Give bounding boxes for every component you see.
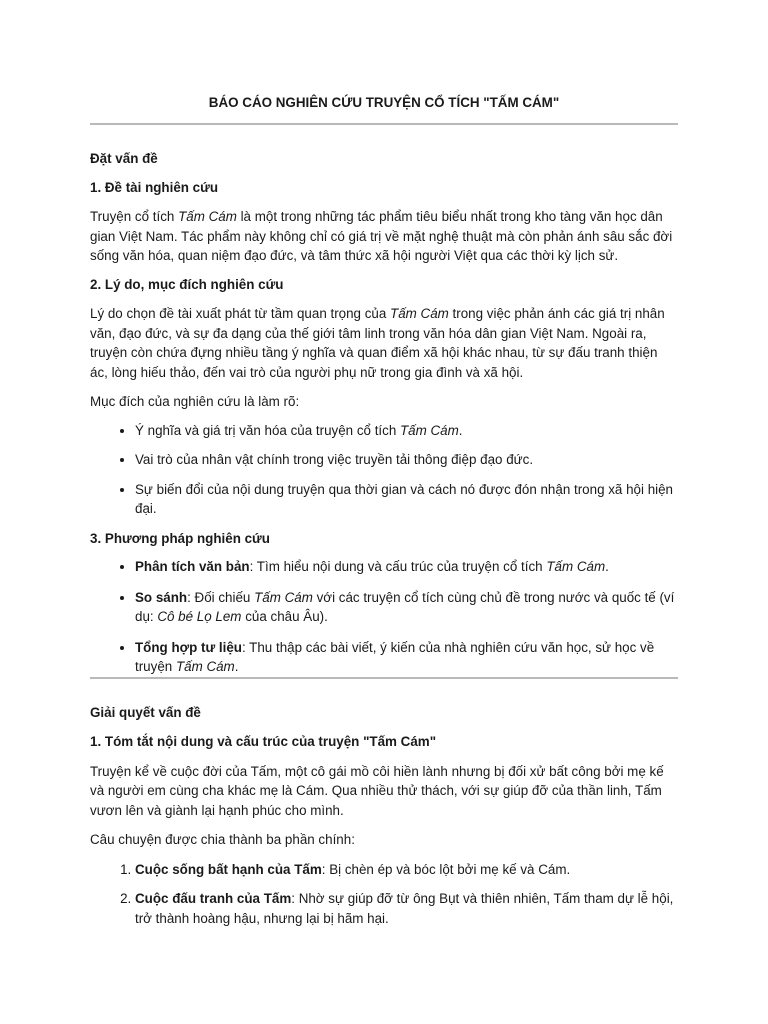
- list-item: [135, 860, 678, 880]
- list-item: [135, 480, 678, 519]
- text-run: Vai trò của nhân vật chính trong việc truyền tải thông điệp đạo đức.: [135, 452, 534, 467]
- text-run: Truyện cổ tích: [90, 209, 179, 224]
- divider-top: [90, 123, 678, 125]
- text-run: là một trong những tác phẩm tiêu biểu nhất trong kho tàng văn học dân gian Việt Nam. Tác phẩm này không chỉ có giá trị về mặt nghệ thuật mà còn phản ánh sâu sắc đời sống văn hóa, quan niệm đạo đức, và tâm thức xã hội người Việt qua các thời kỳ lịch sử.: [90, 209, 673, 263]
- text-run: : Bị chèn ép và bóc lột bởi mẹ kế và Cám.: [321, 861, 571, 877]
- bold-term: Phân tích văn bản: [135, 559, 250, 574]
- subheading-reason-purpose: 2. Lý do, mục đích nghiên cứu: [90, 276, 284, 292]
- text-run: Ý nghĩa và giá trị văn hóa của truyện cổ tích: [135, 422, 400, 438]
- text-run: của châu Âu).: [241, 609, 328, 624]
- divider-middle: [90, 677, 678, 679]
- italic-title: Tấm Cám: [546, 559, 606, 574]
- bold-term: Tổng hợp tư liệu: [135, 639, 242, 655]
- methods-list: [90, 557, 678, 677]
- text-run: trong việc phản ánh các giá trị nhân văn, đạo đức, và sự đa dạng của thế giới tâm linh trong văn hóa dân gian Việt Nam. Ngoài ra, truyện còn chứa đựng nhiều tầng ý nghĩa và quan điểm xã hội khác nhau, từ sự đấu tranh thiện ác, lòng hiếu thảo, đến vai trò của người phụ nữ trong gia đình và xã hội.: [90, 306, 665, 380]
- italic-title: Cô bé Lọ Lem: [157, 609, 242, 624]
- text-run: với các truyện cổ tích cùng chủ đề trong nước và quốc tế (ví dụ:: [135, 589, 675, 624]
- purpose-list: [90, 421, 678, 519]
- paragraph-purpose-intro: Mục đích của nghiên cứu là làm rõ:: [90, 394, 300, 409]
- text-run: : Thu thập các bài viết, ý kiến của nhà nghiên cứu văn học, sử học về truyện: [135, 639, 655, 674]
- paragraph-reason: [90, 304, 678, 382]
- document-title: BÁO CÁO NGHIÊN CỨU TRUYỆN CỔ TÍCH "TẤM CÁM": [208, 95, 560, 110]
- section-heading-solution: Giải quyết vấn đề: [90, 704, 201, 720]
- list-item: [135, 588, 678, 627]
- list-item: [135, 421, 678, 441]
- text-run: Lý do chọn đề tài xuất phát từ tầm quan trọng của: [90, 306, 391, 321]
- text-run: Sự biến đổi của nội dung truyện qua thời gian và cách nó được đón nhận trong xã hội hiện đại.: [135, 481, 674, 516]
- list-item: [135, 638, 678, 677]
- list-item: [135, 889, 678, 928]
- bold-term: Cuộc sống bất hạnh của Tấm: [135, 861, 322, 877]
- text-run: : Nhờ sự giúp đỡ từ ông Bụt và thiên nhiên, Tấm tham dự lễ hội, trở thành hoàng hậu, nhưng lại bị hãm hại.: [135, 891, 674, 926]
- subheading-summary: 1. Tóm tắt nội dung và cấu trúc của truyện "Tấm Cám": [90, 734, 437, 749]
- text-run: .: [605, 559, 609, 574]
- paragraph-research-topic: [90, 207, 678, 266]
- section-heading-problem: Đặt vấn đề: [90, 151, 158, 166]
- paragraph-structure-intro: Câu chuyện được chia thành ba phần chính:: [90, 832, 355, 847]
- text-run: : Đối chiếu: [187, 589, 255, 605]
- text-run: .: [458, 422, 463, 438]
- italic-title: Tấm Cám: [400, 422, 459, 438]
- paragraph-summary: Truyện kể về cuộc đời của Tấm, một cô gái mồ côi hiền lành nhưng bị đối xử bất công bởi mẹ kế và người em cùng cha khác mẹ là Cám. Qua nhiều thử thách, với sự giúp đỡ của thần linh, Tấm vươn lên và giành lại hạnh phúc cho mình.: [90, 763, 664, 818]
- subheading-research-topic: 1. Đề tài nghiên cứu: [90, 179, 219, 195]
- list-item: [135, 557, 678, 577]
- italic-title: Tấm Cám: [178, 209, 237, 224]
- text-run: .: [234, 659, 239, 674]
- italic-title: Tấm Cám: [254, 589, 313, 605]
- bold-term: So sánh: [135, 589, 188, 605]
- text-run: : Tìm hiểu nội dung và cấu trúc của truyện cổ tích: [249, 559, 547, 574]
- italic-title: Tấm Cám: [390, 306, 449, 321]
- bold-term: Cuộc đấu tranh của Tấm: [135, 891, 292, 906]
- italic-title: Tấm Cám: [175, 659, 235, 674]
- list-item: [135, 450, 678, 470]
- subheading-methods: 3. Phương pháp nghiên cứu: [90, 530, 270, 546]
- parts-list: [90, 860, 678, 929]
